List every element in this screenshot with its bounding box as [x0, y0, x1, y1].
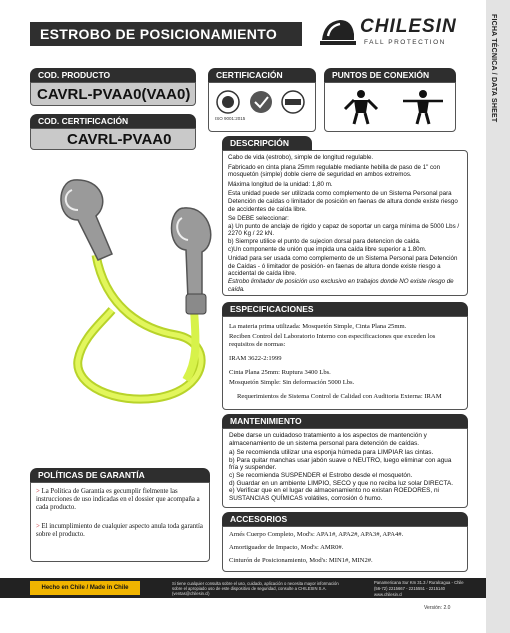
- certification-header: CERTIFICACIÓN: [208, 68, 316, 82]
- maintenance-line: e) Verificar que en el lugar de almacenamiento no existan ROEDORES, ni SUSTANCIAS QUÍMICAS volátiles, corrosión ó humo.: [229, 487, 439, 502]
- product-code-header: COD. PRODUCTO: [30, 68, 196, 82]
- product-image: [26, 160, 222, 430]
- brand-name: CHILESIN: [360, 16, 457, 37]
- description-line: Cabo de vida (estrobo), simple de longitud regulable.: [228, 154, 374, 161]
- made-in-badge: Hecho en Chile / Made in Chile: [30, 581, 140, 595]
- footer-phone: (56-72) 2215667 - 2215551 - 2215140: [374, 586, 446, 591]
- warranty-box: > La Política de Garantía es gecumplir fielmente las instrucciones de uso indicadas en el dossier que acompaña a cada producto. > El incumplimiento de cualquier aspecto anula toda garantía sobre el producto.: [30, 482, 210, 562]
- cert-code-header: COD. CERTIFICACIÓN: [30, 114, 196, 128]
- footer-address: Panamericana Sur Km 31.3 / Ruralcagua - Chile: [374, 580, 464, 585]
- accessories-header: ACCESORIOS: [222, 512, 468, 526]
- description-emphasis: Estrobo limitador de posición uso exclusivo en trabajos donde NO existe riesgo de caída.: [228, 277, 454, 293]
- maintenance-line: Debe darse un cuidadoso tratamiento a los aspectos de mantención y almacenamiento de un sistema personal para detención de caídas.: [229, 432, 427, 447]
- footer-bar: [0, 578, 486, 598]
- description-line: c)Un componente de unión que impida una caída libre superior a 1.80m.: [228, 245, 427, 253]
- snap-hook-icon: [61, 180, 112, 260]
- cert-code-box: [30, 128, 196, 150]
- brand-logo: [318, 12, 468, 56]
- seal-caption: ISO 9001:2015: [215, 116, 246, 121]
- connection-points-header: PUNTOS DE CONEXIÓN: [324, 68, 456, 82]
- side-label: FICHA TÉCNICA / DATA SHEET: [490, 14, 497, 123]
- specifications-header: ESPECIFICACIONES: [222, 302, 468, 316]
- maintenance-box: [222, 428, 468, 508]
- maintenance-line: a) Se recomienda utilizar una esponja húmeda para LIMPIAR las cintas.: [229, 449, 434, 457]
- side-band: [486, 0, 510, 633]
- spec-line: Cinta Plana 25mm: Ruptura 3400 Lbs.: [229, 369, 331, 376]
- warranty-header: POLÍTICAS DE GARANTÍA: [30, 468, 210, 482]
- spec-line: Requerimientos de Sistema Control de Calidad con Auditoria Externa: IRAM: [237, 393, 442, 400]
- accessory-line: Arnés Cuerpo Completo, Mod's: APA1#, APA2#, APA3#, APA4#.: [229, 531, 404, 538]
- snap-hook-icon: [172, 208, 211, 314]
- maintenance-header: MANTENIMIENTO: [222, 414, 468, 428]
- description-text: [228, 154, 462, 293]
- maintenance-line: b) Para quitar manchas usar jabón suave o NEUTRO, luego eliminar con agua fría y suspender.: [229, 456, 452, 472]
- warranty-line: El incumplimiento de cualquier aspecto anula toda garantía sobre el producto.: [36, 522, 203, 538]
- description-line: a) Un punto de anclaje de rígido y capaz de soportar un carga mínima de 5000 Lbs / 2270 Kg / 22 kN.: [228, 222, 460, 238]
- lanyard-illustration: [26, 160, 222, 430]
- brand-tagline: FALL PROTECTION: [364, 39, 446, 46]
- footer-web: www.chilesin.cl: [374, 592, 403, 597]
- description-line: b) Siempre utilice el punto de sujecion dorsal para detencion de caida.: [228, 237, 421, 245]
- helmet-icon: [318, 14, 358, 54]
- spec-line: La materia prima utilizada: Mosquetón Simple, Cinta Plana 25mm.: [229, 323, 407, 330]
- warranty-line: La Política de Garantía es gecumplir fielmente las instrucciones de uso indicadas en el dossier que acompaña a cada producto.: [36, 488, 200, 512]
- description-line: Se DEBE seleccionar:: [228, 215, 289, 223]
- connection-points-box: [324, 82, 456, 132]
- accessory-line: Amortiguador de Impacto, Mod's: AMR0#.: [229, 544, 344, 551]
- cert-code-value: CAVRL-PVAA0: [67, 131, 172, 148]
- product-code-value: CAVRL-PVAA0(VAA0): [37, 86, 191, 103]
- version-label: Versión: 2.0: [424, 605, 451, 611]
- product-code-box: [30, 82, 196, 106]
- certification-seals-icon: [213, 87, 313, 127]
- certification-box: [208, 82, 316, 132]
- description-line: Fabricado en cinta plana 25mm regulable mediante hebilla de paso de 1" con mosquetón (simple) doble cierre de seguridad en ambos extremos.: [228, 163, 441, 179]
- spec-line: Reciben Control del Laboratorio Interno con especificaciones que exceden los requisitos de normas:: [229, 333, 436, 348]
- footer-legal: Si tiene cualquier consulta sobre el uso, cuidado, aplicación o necesita mayor información sobre el apropiado uso de este dispositivo de seguridad, consulte a CHILESIN S.A. (ventas@chilesin.cl): [172, 581, 339, 596]
- description-line: Máxima longitud de la unidad: 1,80 m.: [228, 180, 333, 188]
- spec-line: IRAM 3622-2:1999: [229, 355, 282, 362]
- harness-arms-out-icon: [401, 89, 445, 125]
- specifications-box: [222, 316, 468, 410]
- description-line: Unidad para ser usada como complemento de un Sistema Personal para Detención de Caídas - ó limitador de posición- en faenas de altura donde existe riesgo a accidental de caída libre.: [228, 255, 458, 278]
- maintenance-line: c) Se recomienda SUSPENDER el Estrobo desde el mosquetón.: [229, 471, 413, 479]
- page-title: ESTROBO DE POSICIONAMIENTO: [30, 22, 302, 46]
- description-header: DESCRIPCIÓN: [222, 136, 312, 150]
- harness-front-icon: [341, 89, 381, 125]
- accessory-line: Cinturón de Posicionamiento, Mod's: MIN1#, MIN2#.: [229, 557, 373, 564]
- accessories-box: [222, 526, 468, 572]
- description-line: Esta unidad puede ser utilizada como complemento de un Sistema Personal para Detención de caídas o limitador de posición en faenas de altura donde existe riesgo de accidentes de caída libre.: [228, 190, 458, 213]
- maintenance-line: d) Guardar en un ambiente LIMPIO, SECO y que no reciba luz solar DIRECTA.: [229, 479, 454, 487]
- spec-line: Mosquetón Simple: Sin deformación 5000 Lbs.: [229, 379, 355, 386]
- description-box: [222, 150, 468, 296]
